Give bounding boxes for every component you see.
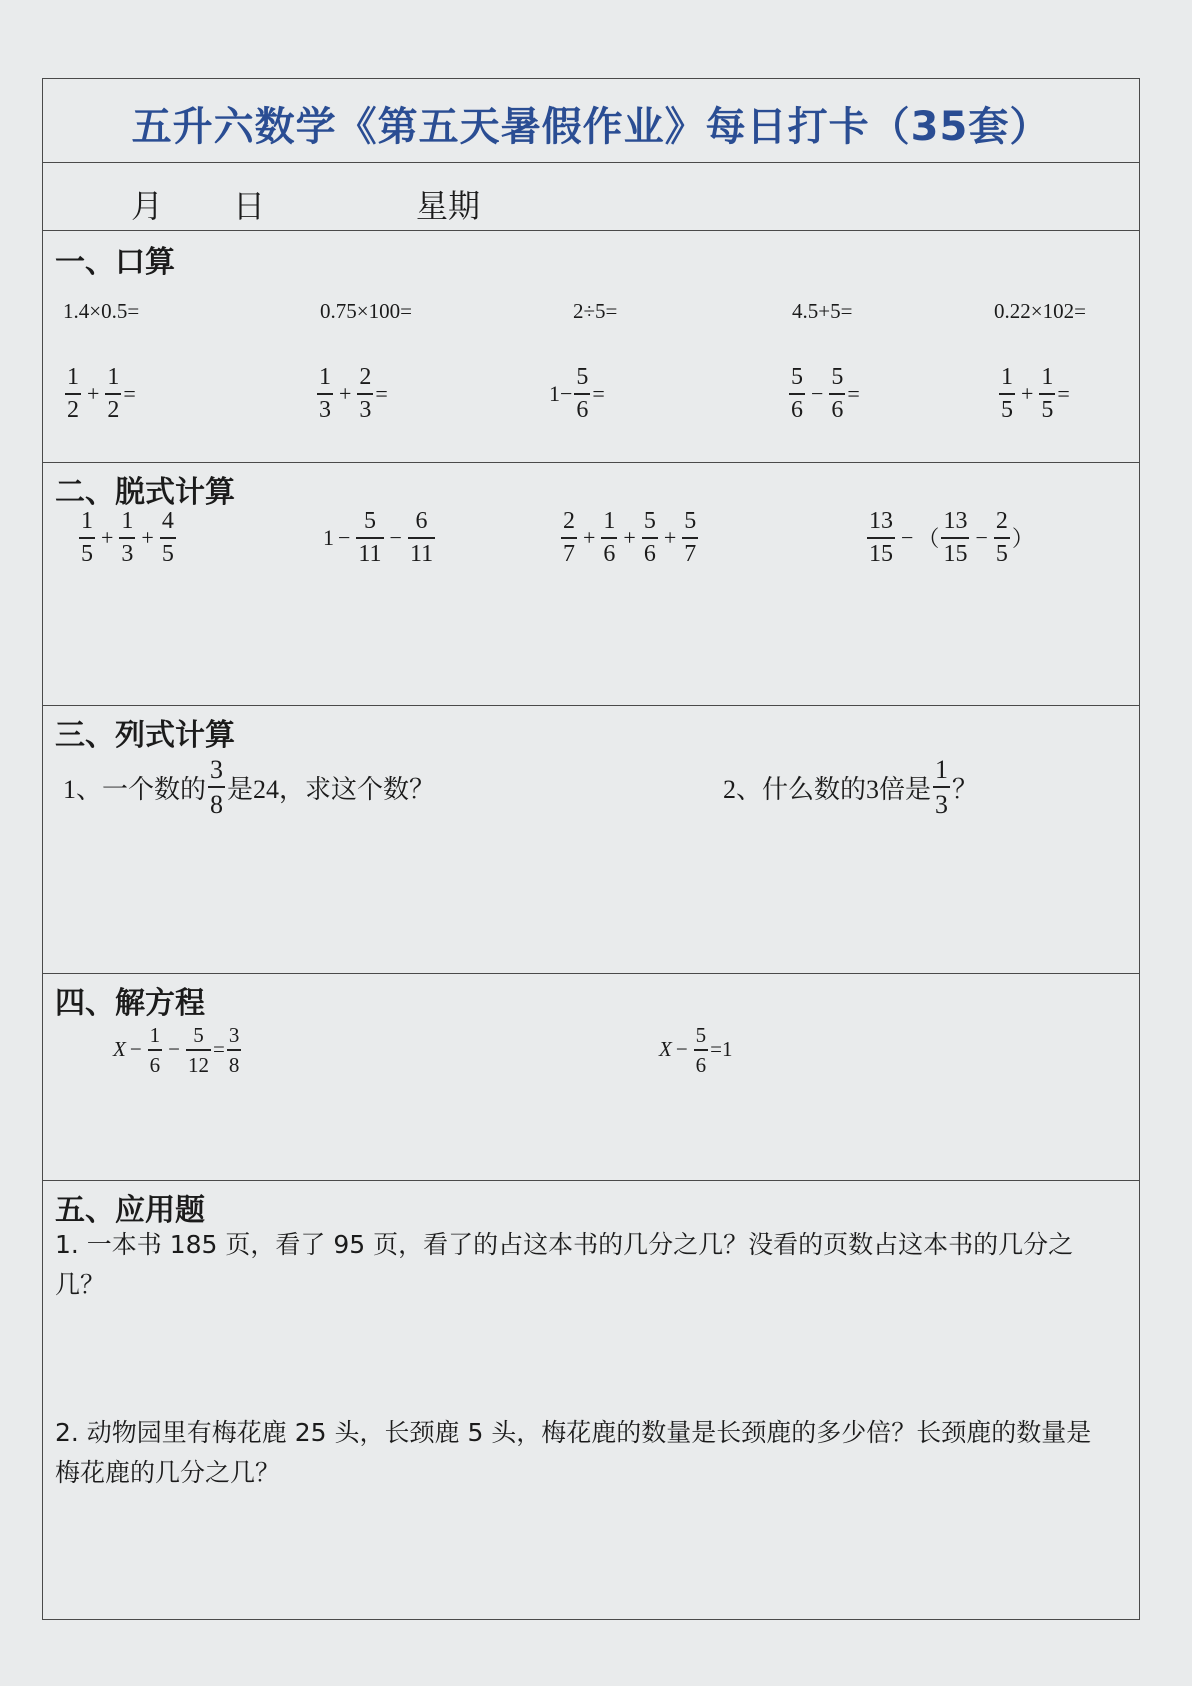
section-title: 四、解方程 [55,986,205,1021]
fraction-problem: 1− $\frac{5}{6}$ = [549,364,605,423]
oral-problem: 1.4×0.5= [63,299,140,323]
title-row [43,79,1139,163]
equation-1: X − $\frac{1}{6}$ − $\frac{5}{12}$ = $\frac{3}{8}$ [113,1023,240,1077]
oral-problem: 4.5+5= [792,299,853,323]
expression-problem: $\frac{2}{7}$ + $\frac{1}{6}$ + $\frac{5}{6}$ + $\frac{5}{7}$ [563,508,697,567]
section-application-problems [43,1181,1139,1621]
application-problem-2: 2. 动物园里有梅花鹿 25 头，长颈鹿 5 头，梅花鹿的数量是长颈鹿的多少倍？长颈鹿的数量是梅花鹿的几分之几？ [55,1418,1092,1487]
section-step-calculation [43,463,1139,706]
section-title: 二、脱式计算 [55,475,235,510]
section-word-calculation [43,706,1139,974]
day-label: 日 [233,187,266,225]
section-title: 三、列式计算 [55,718,235,753]
section-title: 一、口算 [55,245,175,280]
word-calc-question-1: 1、一个数的 $\frac{3}{8}$ 是24，求这个数？ [63,755,436,819]
fraction-problem: $\frac{1}{3}$ + $\frac{2}{3}$ = [319,364,388,423]
expression-problem: 1 − $\frac{5}{11}$ − $\frac{6}{11}$ [323,508,434,567]
fraction-problem: $\frac{1}{2}$ + $\frac{1}{2}$ = [67,364,136,423]
weekday-label: 星期 [416,187,481,225]
expression-problem: $\frac{1}{5}$ + $\frac{1}{3}$ + $\frac{4}{5}$ [81,508,174,567]
date-row [43,163,1139,231]
word-calc-question-2: 2、什么数的3倍是 $\frac{1}{3}$ ？ [723,755,979,819]
fraction-problem: $\frac{5}{6}$ − $\frac{5}{6}$ = [791,364,860,423]
equation-2: X − $\frac{5}{6}$ = 1 [659,1023,733,1077]
section-equations [43,974,1139,1181]
page-title: 五升六数学《第五天暑假作业》每日打卡（35套） [131,104,1051,150]
worksheet [42,78,1140,1620]
oral-problem: 0.22×102= [994,299,1086,323]
fraction-problem: $\frac{1}{5}$ + $\frac{1}{5}$ = [1001,364,1070,423]
section-title: 五、应用题 [55,1193,205,1228]
section-oral-calculation [43,231,1139,463]
oral-problem: 2÷5= [573,299,618,323]
expression-problem: $\frac{13}{15}$ − （ $\frac{13}{15}$ − $\frac{2}{5}$ ） [869,508,1034,567]
month-label: 月 [131,187,164,225]
oral-problem: 0.75×100= [320,299,412,323]
application-problem-1: 1. 一本书 185 页，看了 95 页，看了的占这本书的几分之几？没看的页数占这本书的几分之几？ [55,1230,1074,1299]
